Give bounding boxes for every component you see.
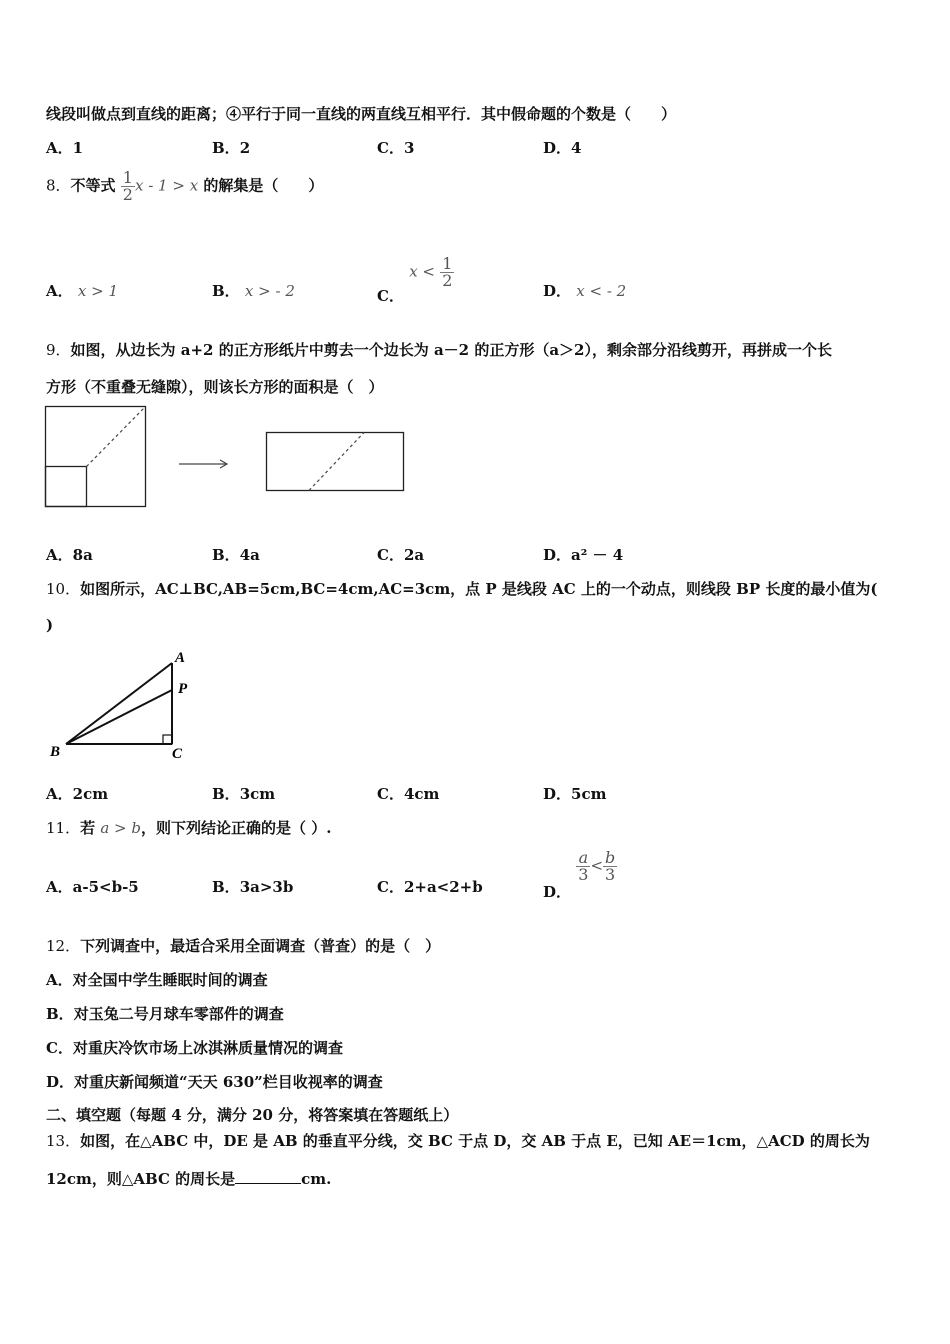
q12-stem: 12．下列调查中，最适合采用全面调查（普查）的是（ ）	[46, 937, 441, 955]
q10-figure	[44, 646, 204, 766]
q8-option-b[interactable]: B． x > - 2	[212, 282, 295, 300]
q10-label-b: B	[50, 744, 61, 760]
q12-option-b[interactable]: B．对玉兔二号月球车零部件的调查	[46, 1005, 284, 1023]
q9-figure	[44, 405, 409, 510]
q10-label-p: P	[178, 681, 188, 697]
q9-stem-line1: 9．如图，从边长为 a+2 的正方形纸片中剪去一个边长为 a－2 的正方形（a＞2），剩余部分沿线剪开，再拼成一个长	[46, 341, 832, 359]
q12-option-d[interactable]: D．对重庆新闻频道“天天 630”栏目收视率的调查	[46, 1073, 383, 1091]
q10-stem-line2: )	[46, 616, 54, 634]
section-2-title: 二、填空题（每题 4 分，满分 20 分，将答案填在答题纸上）	[46, 1106, 459, 1124]
q7-option-a[interactable]: A．1	[46, 139, 84, 157]
q8-option-a[interactable]: A． x > 1	[46, 282, 118, 300]
q7-option-c[interactable]: C．3	[377, 139, 415, 157]
q12-option-c[interactable]: C．对重庆冷饮市场上冰淇淋质量情况的调查	[46, 1039, 343, 1057]
q11-option-c[interactable]: C．2+a<2+b	[377, 878, 483, 896]
q11-option-a[interactable]: A．a-5<b-5	[46, 878, 139, 896]
q13-stem-line2: 12cm，则△ABC 的周长是 cm.	[46, 1170, 332, 1188]
q11-option-b[interactable]: B．3a>3b	[212, 878, 294, 896]
q10-stem-line1: 10．如图所示，AC⊥BC,AB=5cm,BC=4cm,AC=3cm，点 P 是线段 AC 上的一个动点，则线段 BP 长度的最小值为(	[46, 580, 878, 598]
q13-stem-line1: 13．如图，在△ABC 中，DE 是 AB 的垂直平分线，交 BC 于点 D，交 AB 于点 E，已知 AE＝1cm，△ACD 的周长为	[46, 1132, 870, 1150]
q10-option-d[interactable]: D．5cm	[543, 785, 607, 803]
q9-option-b[interactable]: B．4a	[212, 546, 260, 564]
q8-option-c[interactable]: C． x < $\frac{1}{2}$	[377, 254, 453, 305]
q8-stem: 8．不等式 $\frac{1}{2}$ x - 1 > x 的解集是（ ）	[46, 168, 324, 204]
q7-option-d[interactable]: D．4	[543, 139, 582, 157]
q10-label-c: C	[172, 746, 183, 762]
q9-option-a[interactable]: A．8a	[46, 546, 93, 564]
q13-answer-blank[interactable]	[235, 1183, 301, 1184]
q12-option-a[interactable]: A．对全国中学生睡眠时间的调查	[46, 971, 268, 989]
q9-option-c[interactable]: C．2a	[377, 546, 425, 564]
q10-label-a: A	[175, 650, 186, 666]
q7-option-b[interactable]: B．2	[212, 139, 251, 157]
q8-option-d[interactable]: D． x < - 2	[543, 282, 627, 300]
q10-option-c[interactable]: C．4cm	[377, 785, 440, 803]
q8-fraction: $\frac{1}{2}$	[122, 168, 133, 204]
q10-option-b[interactable]: B．3cm	[212, 785, 276, 803]
q7-stem-continuation: 线段叫做点到直线的距离；④平行于同一直线的两直线互相平行．其中假命题的个数是（ ）	[46, 105, 677, 123]
q9-option-d[interactable]: D．a² － 4	[543, 546, 624, 564]
q10-option-a[interactable]: A．2cm	[46, 785, 109, 803]
q9-stem-line2: 方形（不重叠无缝隙），则该长方形的面积是（ ）	[46, 378, 384, 396]
q11-stem: 11．若 a > b，则下列结论正确的是（ ）.	[46, 819, 332, 837]
q11-option-d[interactable]: D． $\frac{a}{3}$ < $\frac{b}{3}$	[543, 848, 616, 901]
